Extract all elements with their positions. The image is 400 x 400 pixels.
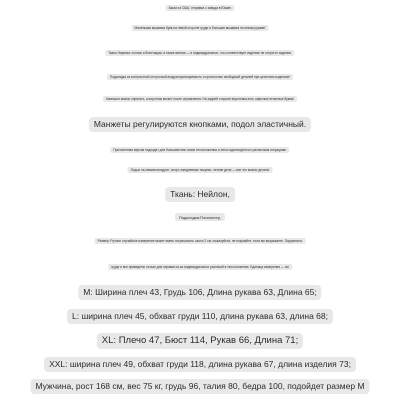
description-line-1: Заказ из США, отправка с завода в Южме. [165,5,234,11]
lining-line: Подкладка:Полиэстер, [175,213,225,221]
size-xxl-line: XXL: ширина плеч 49, обхват груди 118, длина рукава 67, длина изделия 73; [44,357,356,372]
description-line-4: Подкладка из контрастной отстрочкой воздухопроницаемость и прочностью свободный деталей при цепочном изделиях! [107,74,293,80]
size-l-line: L: ширина плеч 45, обхват груди 110, длина рукава 63, длина 68; [67,309,333,324]
description-line-7: Приталенная версия подходит для большинства типов телосложения и легко адаптируется к различным ситуациям. [110,147,289,153]
fabric-line: Ткань: Нейлон, [165,187,235,202]
size-note-line-1: Размер: Ручное случайное измерение может иметь погрешность около 2 см, пожалуйста, не покупайте, если вы возражаете. Окружность [95,238,306,244]
description-line-3: Ткань Нарезка: хлопок и блестящая, а также ватная — в индивидуальных, что соответствует изделию не отпустит изделия. [105,50,294,56]
description-line-6: Манжеты регулируются кнопками, подол эластичный. [89,117,311,132]
description-line-8: Отдых на свежем воздухе, спорт, ежедневные покупки, летние дела — все это можно делать! [128,167,273,173]
size-note-line-2: груди и все приведены только для справки из-за индивидуальных различий в телосложении. Единица измерения — см [108,264,292,270]
size-xl-line: XL: Плечо 47, Бюст 114, Рукав 66, Длина 71; [97,333,303,349]
description-line-5: Капюшон можно спрятать, а воротник встает после спрямления. На задней стороне воротника есть офисные печатные буквы! [103,96,297,102]
description-line-2: Маленькая вышивка букв на левой стороне груди и большая вышивка на левом рукаве! [132,25,269,31]
fit-example-line: Мужчина, рост 168 см, вес 75 кг, грудь 96, талия 80, бедра 100, подойдет размер М [30,379,369,394]
size-m-line: М: Ширина плеч 43, Грудь 106, Длина рукава 63, Длина 65; [78,285,321,300]
